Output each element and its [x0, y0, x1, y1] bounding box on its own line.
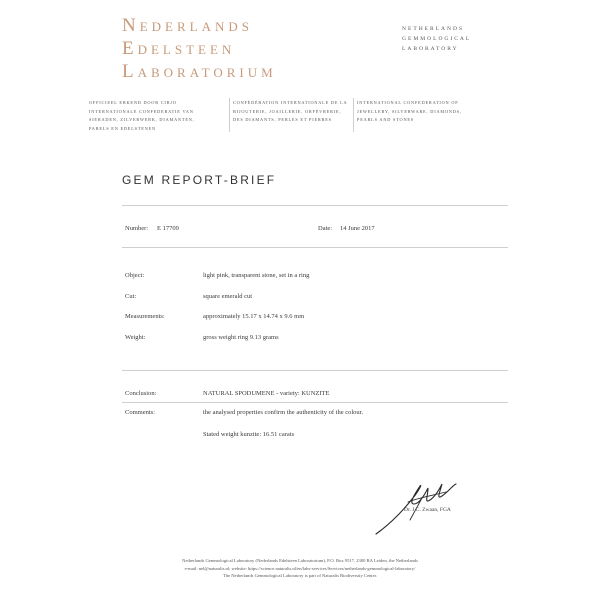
measurements-value: approximately 15.17 x 14.74 x 9.6 mm: [203, 313, 305, 320]
cut-label: Cut:: [125, 293, 137, 300]
footer-affiliation: The Netherlands Gemmological Laboratory is part of Naturalis Biodiversity Center.: [222, 573, 378, 578]
info-en-line: JEWELLERY, SILVERWARE, DIAMONDS,: [357, 108, 462, 114]
object-value: light pink, transparent stone, set in a ring: [203, 272, 310, 279]
weight-label: Weight:: [125, 334, 146, 341]
info-nl-line: PARELS EN EDELSTENEN: [89, 125, 156, 131]
lab-name-line-3: Laboratorium: [122, 61, 277, 82]
info-divider: [353, 98, 354, 132]
date-value: 14 June 2017: [340, 225, 375, 232]
conclusion-value: NATURAL SPODUMENE - variety: KUNZITE: [203, 390, 330, 397]
stated-weight: Stated weight kunzite: 16.51 carats: [203, 431, 295, 438]
info-nl-line: OFFICIEEL ERKEND DOOR CIBJO: [89, 100, 177, 105]
date-label: Date:: [318, 225, 333, 232]
info-fr-line: DES DIAMANTS, PERLES ET PIERRES: [233, 117, 332, 122]
cibjo-info-english: [357, 99, 462, 125]
comments-value: the analysed properties confirm the authenticity of the colour.: [203, 409, 364, 416]
cibjo-info-french: [233, 99, 347, 125]
lab-name-line-2: Edelsteen: [122, 38, 236, 59]
conclusion-divider: [122, 402, 508, 403]
footer-address: Netherlands Gemmological Laboratory (Nederlands Edelsteen Laboratorium), P.O. Box 9517, 2300 RA Leiden, the Netherlands: [182, 558, 418, 563]
info-fr-line: BIJOUTERIE, JOAILLERIE, ORFÈVRERIE,: [233, 108, 342, 114]
signatory-name: Dr. J.C. Zwaan, FGA: [404, 507, 451, 513]
lab-name-en-line-2: GEMMOLOGICAL: [402, 36, 472, 42]
info-nl-line: INTERNATIONALE CONFEDERATIE VAN: [89, 108, 194, 114]
header-divider: [122, 247, 508, 248]
info-en-line: INTERNATIONAL CONFEDERATION OF: [357, 100, 459, 105]
body-divider: [122, 370, 508, 371]
info-divider: [229, 98, 230, 132]
cut-value: square emerald cut: [203, 293, 253, 300]
title-divider: [122, 205, 508, 206]
measurements-label: Measurements:: [125, 313, 165, 320]
number-label: Number:: [125, 225, 149, 232]
footer-contact: e-mail: nel@naturalis.nl; website: https://science.naturalis.nl/en/labs-services/Services/netherlands-gemmological-laboratory/: [184, 565, 416, 571]
cibjo-info-dutch: [89, 99, 195, 133]
weight-value: gross weight ring 9.13 grams: [203, 334, 279, 341]
lab-name-en-line-3: LABORATORY: [402, 46, 459, 52]
info-nl-line: SIERADEN, ZILVERWERK, DIAMANTEN,: [89, 117, 195, 122]
lab-name-dutch: [122, 14, 277, 83]
lab-name-line-1: Nederlands: [122, 15, 253, 36]
info-en-line: PEARLS AND STONES: [357, 117, 414, 122]
number-value: E 17709: [157, 225, 179, 232]
lab-name-en-line-1: NETHERLANDS: [402, 26, 465, 32]
conclusion-label: Conclusion:: [125, 390, 157, 397]
info-fr-line: CONFÉDÉRATION INTERNATIONALE DE LA: [233, 100, 348, 105]
lab-name-english: [402, 24, 471, 54]
comments-label: Comments:: [125, 409, 155, 416]
object-label: Object:: [125, 272, 145, 279]
footer: [60, 557, 540, 580]
report-title: GEM REPORT-BRIEF: [122, 173, 277, 187]
